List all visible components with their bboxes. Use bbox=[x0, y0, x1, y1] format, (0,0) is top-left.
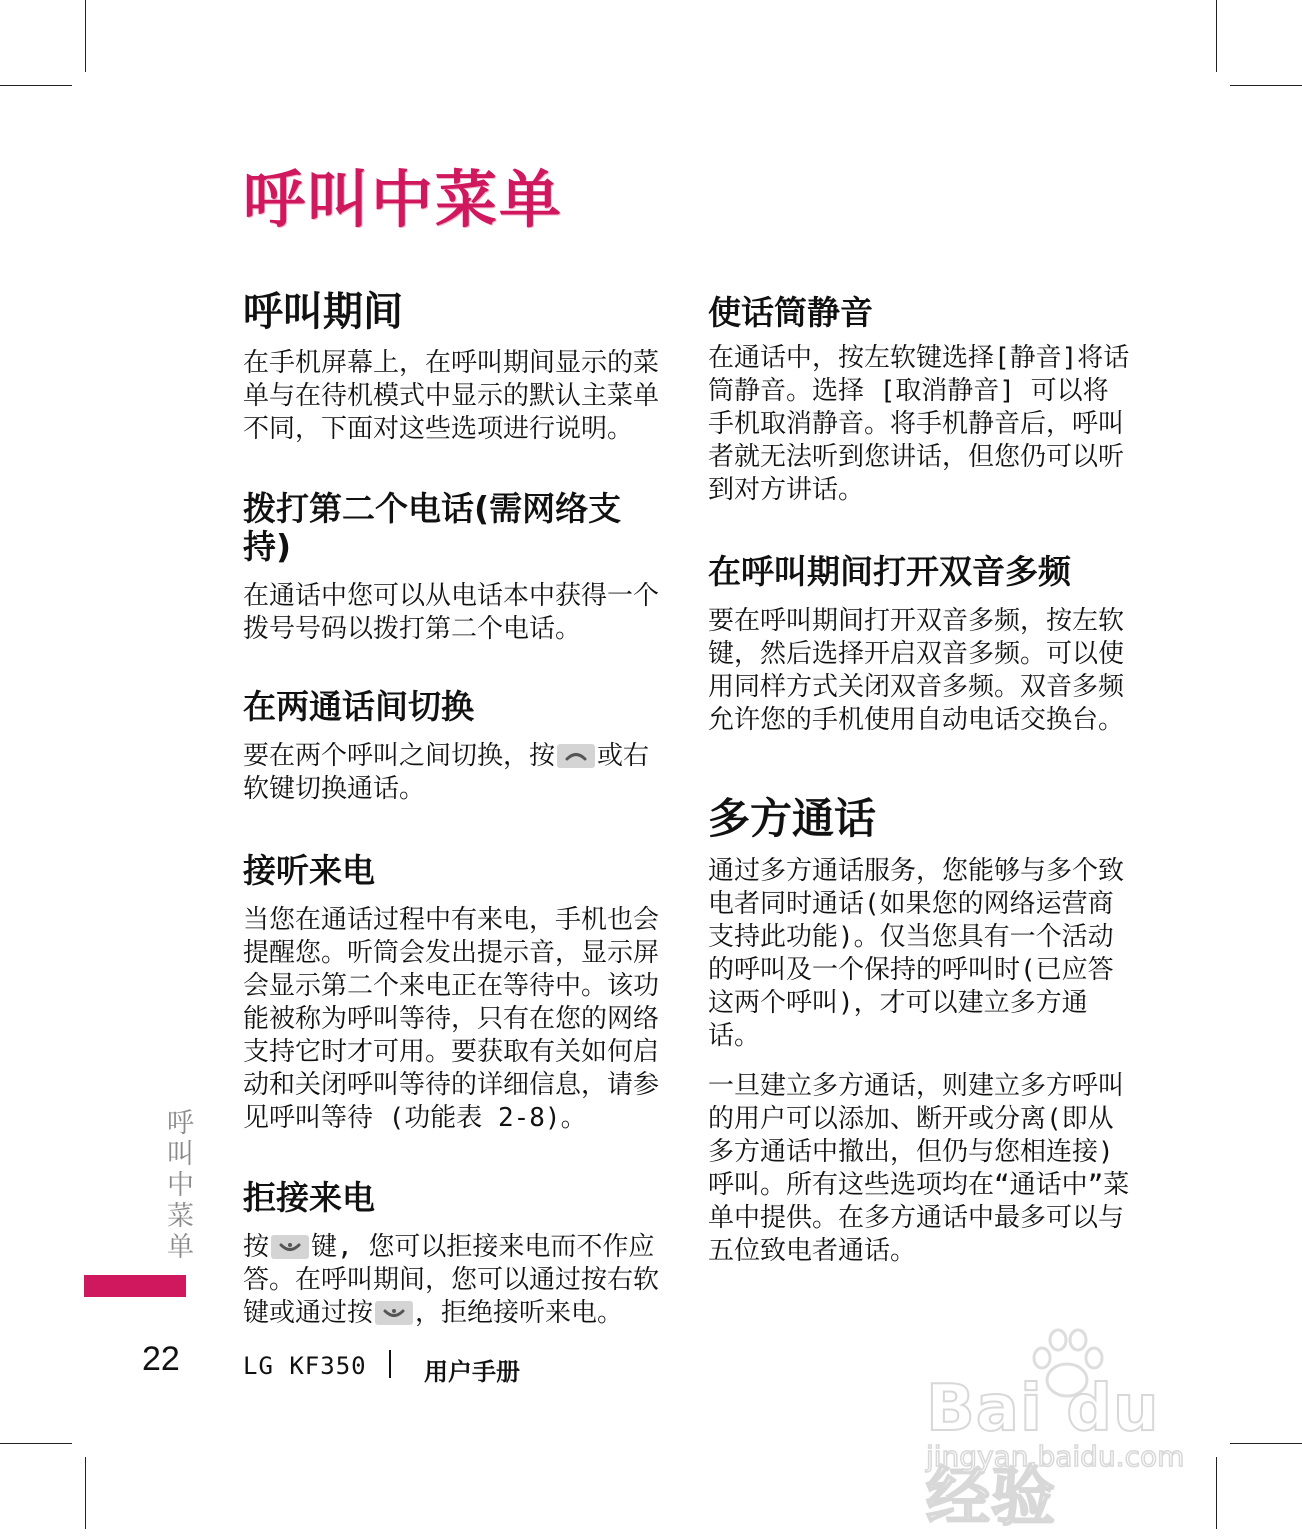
watermark-url: jingyan.baidu.com bbox=[926, 1440, 1185, 1473]
section-heading: 在两通话间切换 bbox=[243, 687, 474, 726]
crop-mark bbox=[0, 1443, 72, 1444]
section-heading: 拒接来电 bbox=[243, 1178, 375, 1217]
section-heading: 呼叫期间 bbox=[243, 289, 403, 335]
section-heading: 拨打第二个电话(需网络支持) bbox=[243, 489, 622, 566]
end-key-icon bbox=[375, 1301, 413, 1325]
body-text: 按 bbox=[243, 1232, 270, 1262]
body-text: 键, 您可以拒接来电而不作应答。在呼叫期间，您可以通过按右软键或通过按 bbox=[243, 1232, 660, 1328]
crop-mark bbox=[85, 0, 86, 72]
section-body bbox=[243, 1231, 668, 1330]
crop-mark bbox=[0, 85, 72, 86]
section-body: 在通话中您可以从电话本中获得一个拨号号码以拨打第二个电话。 bbox=[243, 581, 660, 644]
send-key-icon bbox=[557, 744, 595, 768]
section-body bbox=[243, 740, 668, 806]
crop-mark bbox=[1230, 1443, 1302, 1444]
page-number: 22 bbox=[142, 1340, 180, 1378]
right-column bbox=[708, 288, 1133, 1268]
crop-mark bbox=[85, 1457, 86, 1529]
footer-model: LG KF350 bbox=[243, 1352, 367, 1380]
section-heading: 接听来电 bbox=[243, 851, 375, 890]
body-text: 或右软键切换通话。 bbox=[243, 741, 650, 804]
crop-mark bbox=[1216, 0, 1217, 72]
watermark-brand: Bai du 经验 bbox=[926, 1372, 1160, 1535]
section-heading: 多方通话 bbox=[708, 794, 877, 843]
body-text: 要在两个呼叫之间切换，按 bbox=[243, 741, 556, 771]
section-body: 在通话中，按左软键选择[静音]将话筒静音。选择 [取消静音] 可以将手机取消静音。将手机静音后，呼叫者就无法听到您讲话，但您仍可以听到对方讲话。 bbox=[708, 343, 1130, 505]
end-key-icon bbox=[271, 1235, 309, 1259]
section-body: 在手机屏幕上，在呼叫期间显示的菜单与在待机模式中显示的默认主菜单不同，下面对这些选项进行说明。 bbox=[243, 348, 660, 444]
chapter-tab-bar bbox=[84, 1275, 186, 1297]
section-heading: 在呼叫期间打开双音多频 bbox=[708, 552, 1071, 591]
section-heading: 使话筒静音 bbox=[708, 293, 873, 332]
page-title: 呼叫中菜单 bbox=[243, 163, 564, 236]
body-text: ，拒绝接听来电。 bbox=[415, 1298, 624, 1328]
side-chapter-label: 呼叫中菜单 bbox=[162, 1108, 193, 1263]
footer-divider bbox=[389, 1350, 391, 1378]
section-body: 要在呼叫期间打开双音多频，按左软键，然后选择开启双音多频。可以使用同样方式关闭双音多频。双音多频允许您的手机使用自动电话交换台。 bbox=[708, 606, 1125, 735]
section-body: 一旦建立多方通话，则建立多方呼叫的用户可以添加、断开或分离(即从多方通话中撤出，但仍与您相连接)呼叫。所有这些选项均在“通话中”菜单中提供。在多方通话中最多可以与五位致电者通话。 bbox=[708, 1071, 1130, 1266]
section-body: 当您在通话过程中有来电，手机也会提醒您。听筒会发出提示音，显示屏会显示第二个来电正在等待中。该功能被称为呼叫等待，只有在您的网络支持它时才可用。要获取有关如何启动和关闭呼叫等待的详细信息，请参见呼叫等待 (功能表 2-8)。 bbox=[243, 905, 660, 1133]
section-body: 通过多方通话服务，您能够与多个致电者同时通话(如果您的网络运营商支持此功能)。仅当您具有一个活动的呼叫及一个保持的呼叫时(已应答这两个呼叫)，才可以建立多方通话。 bbox=[708, 856, 1125, 1051]
left-column bbox=[243, 288, 668, 1330]
footer-manual-title: 用户手册 bbox=[424, 1358, 520, 1386]
crop-mark bbox=[1230, 85, 1302, 86]
watermark bbox=[922, 1328, 1232, 1535]
